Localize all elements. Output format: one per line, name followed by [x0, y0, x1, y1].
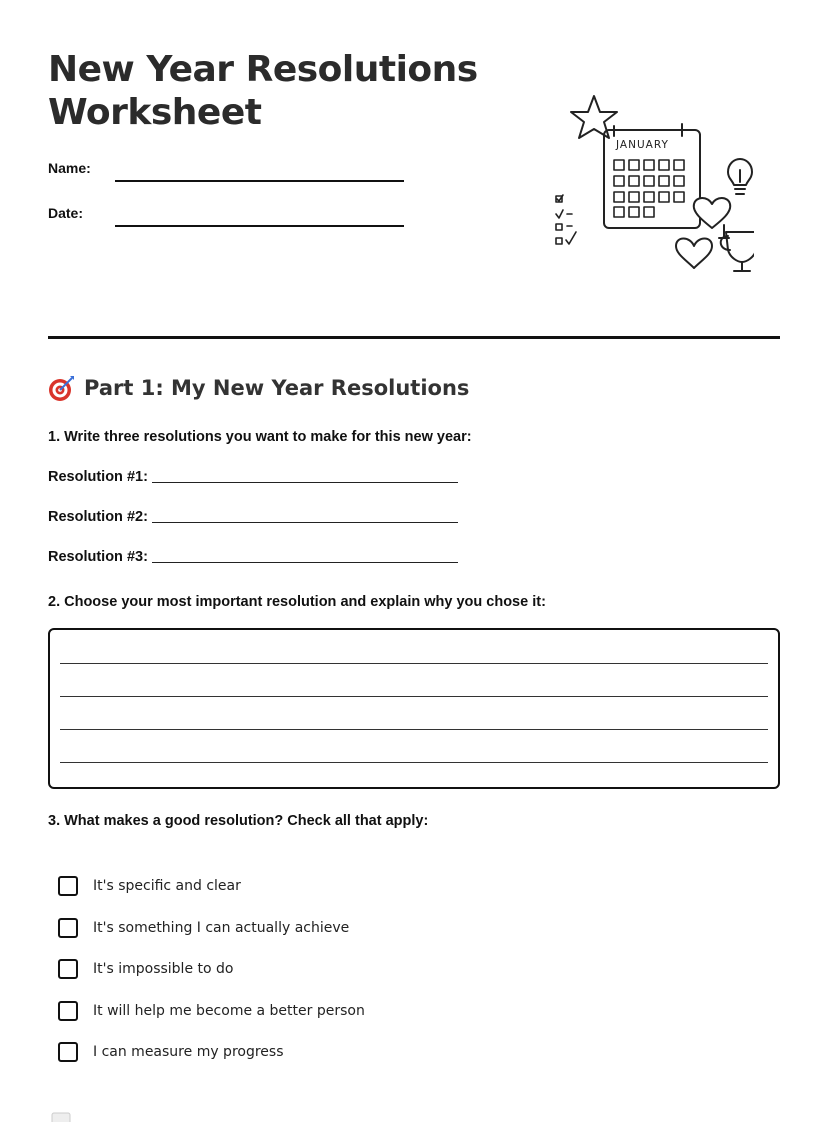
section-divider — [48, 336, 780, 339]
checkbox[interactable] — [58, 1042, 78, 1062]
checklist-option — [58, 999, 365, 1023]
worksheet-title: New Year Resolutions Worksheet — [48, 49, 478, 133]
new-year-illustration-icon — [554, 90, 754, 275]
checklist-option — [58, 1040, 284, 1064]
checklist-option — [58, 874, 241, 898]
part1-heading-text: Part 1: My New Year Resolutions — [84, 376, 470, 400]
checklist-option — [58, 916, 349, 940]
name-field-row — [48, 160, 408, 184]
calendar-icon — [604, 124, 700, 228]
resolution-blank-line[interactable] — [152, 522, 458, 523]
checklist-option — [58, 957, 233, 981]
date-label: Date: — [48, 205, 84, 221]
resolution-blank-line[interactable] — [152, 482, 458, 483]
resolution-row-2 — [48, 509, 458, 525]
name-label: Name: — [48, 160, 91, 176]
checkbox[interactable] — [58, 1001, 78, 1021]
lightbulb-icon — [728, 159, 752, 194]
resolution-row-1 — [48, 469, 458, 485]
answer-line — [60, 663, 768, 664]
resolution-label: Resolution #2: — [48, 509, 148, 525]
date-blank-line[interactable] — [115, 225, 404, 227]
question-2: 2. Choose your most important resolution and explain why you chose it: — [48, 594, 546, 610]
answer-line — [60, 729, 768, 730]
checklist-option-label: It will help me become a better person — [93, 1003, 365, 1019]
checklist-icon — [556, 195, 576, 244]
date-field-row — [48, 205, 408, 229]
checkbox[interactable] — [58, 876, 78, 896]
worksheet-page — [48, 0, 780, 1118]
resolution-label: Resolution #3: — [48, 549, 148, 565]
part1-heading — [48, 374, 469, 402]
resolution-label: Resolution #1: — [48, 469, 148, 485]
resolution-blank-line[interactable] — [152, 562, 458, 563]
next-section-icon — [50, 1110, 74, 1122]
answer-line — [60, 762, 768, 763]
answer-line — [60, 696, 768, 697]
question-1: 1. Write three resolutions you want to make for this new year: — [48, 429, 472, 445]
checklist-option-label: It's something I can actually achieve — [93, 920, 350, 936]
explanation-answer-box[interactable] — [48, 628, 780, 789]
checklist-option-label: It's impossible to do — [93, 961, 234, 977]
target-dart-icon — [48, 374, 76, 402]
star-icon — [571, 96, 617, 138]
heart-outline-icon — [676, 239, 712, 269]
resolution-row-3 — [48, 549, 458, 565]
name-blank-line[interactable] — [115, 180, 404, 182]
checkbox[interactable] — [58, 959, 78, 979]
checklist-option-label: It's specific and clear — [93, 878, 241, 894]
checklist-option-label: I can measure my progress — [93, 1044, 284, 1060]
trophy-icon — [721, 232, 754, 271]
calendar-month-label: JANUARY — [616, 139, 669, 151]
checkbox[interactable] — [58, 918, 78, 938]
question-3: 3. What makes a good resolution? Check all that apply: — [48, 813, 429, 829]
